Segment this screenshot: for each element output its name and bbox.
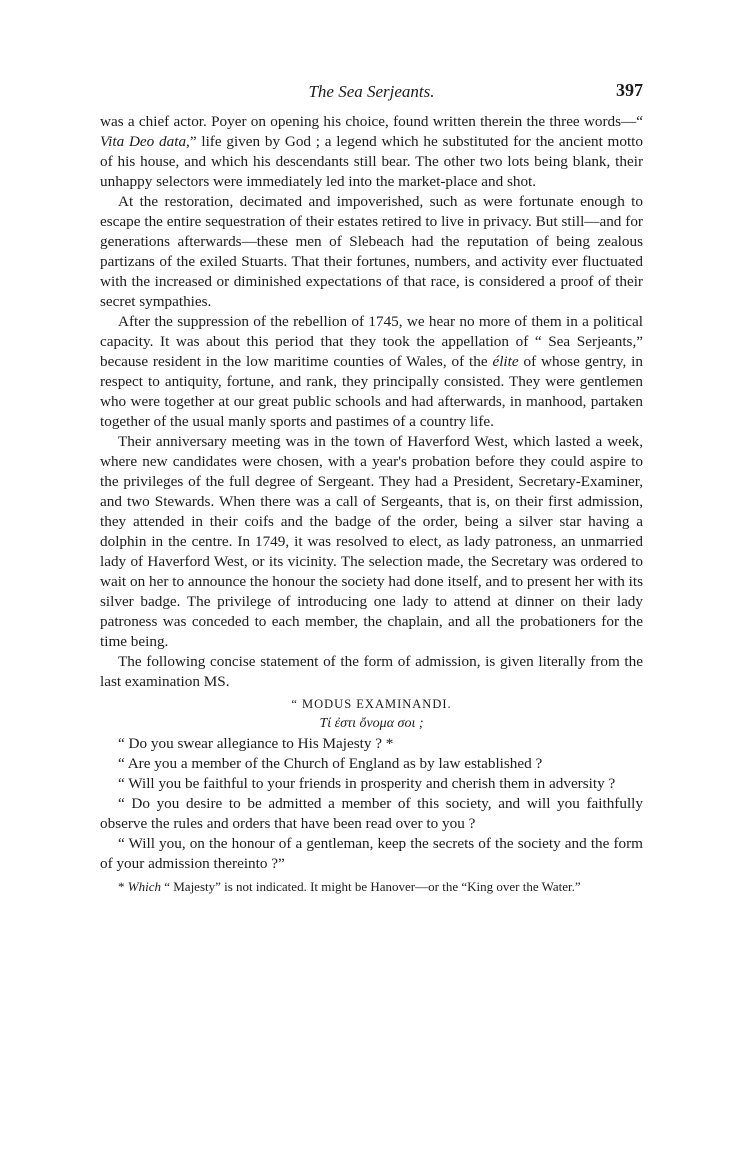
question-1: “ Do you swear allegiance to His Majesty ? * xyxy=(118,735,394,752)
running-title: The Sea Serjeants. xyxy=(308,82,435,101)
footnote: * Which “ Majesty” is not indicated. It might be Hanover—or the “King over the Water.” xyxy=(118,879,581,894)
question-3: “ Will you be faithful to your friends in prosperity and cherish them in adversity ? xyxy=(118,775,616,792)
examination-heading: “ MODUS EXAMINANDI. xyxy=(291,697,452,711)
page-number: 397 xyxy=(616,80,643,100)
paragraph-4: Their anniversary meeting was in the town of Haverford West, which lasted a week, where new candidates were chosen, with a year's probation before they could aspire to the privileges of the full degree of Sergeant. They had a President, Secretary-Examiner, and two Stewards. When there was a call of Sergeants, that is, on their first admission, they attended in their coifs and the badge of the order, being a silver star having a dolphin in the centre. In 1749, it was resolved to elect, as lady patroness, an unmarried lady of Haverford West, or its vicinity. The selection made, the Secretary was ordered to wait on her to announce the honour the society had done itself, and to present her with its silver badge. The privilege of introducing one lady to attend at dinner on their lady patroness was conceded to each member, the chaplain, and all the probationers for the time being. xyxy=(100,433,643,650)
paragraph-2: At the restoration, decimated and impoverished, such as were fortunate enough to escape the entire sequestration of their estates retired to live in privacy. But still—and for generations afterwards—these men of Slebeach had the reputation of being zealous partizans of the exiled Stuarts. That their fortunes, numbers, and activity ever fluctuated with the increased or diminished expectations of that race, is considered a proof of their secret sympathies. xyxy=(100,193,643,310)
question-4: “ Do you desire to be admitted a member of this society, and will you faithfully observe the rules and orders that have been read over to you ? xyxy=(100,795,643,832)
paragraph-3: After the suppression of the rebellion of 1745, we hear no more of them in a political capacity. It was about this period that they took the appellation of “ Sea Serjeants,” because resident in the low maritime counties of Wales, of the élite of whose gentry, in respect to antiquity, fortune, and rank, they principally consisted. They were gentlemen who were together at our great public schools and had afterwards, in manhood, partaken together of the usual manly sports and pastimes of a country life. xyxy=(100,313,643,430)
paragraph-5: The following concise statement of the form of admission, is given literally from the last examination MS. xyxy=(100,653,643,690)
question-2: “ Are you a member of the Church of England as by law established ? xyxy=(118,755,543,772)
greek-line: Τί ἐστι ὄνομα σοι ; xyxy=(319,716,424,731)
page xyxy=(100,82,643,896)
paragraph-1: was a chief actor. Poyer on opening his choice, found written therein the three words—“ Vita Deo data,” life given by God ; a legend which he substituted for the ancient motto of his house, and which his descendants still bear. The other two lots being blank, their unhappy selectors were immediately led into the market-place and shot. xyxy=(100,113,643,190)
page-header xyxy=(100,82,643,112)
question-5: “ Will you, on the honour of a gentleman, keep the secrets of the society and the form of your admission thereinto ?” xyxy=(100,835,643,872)
